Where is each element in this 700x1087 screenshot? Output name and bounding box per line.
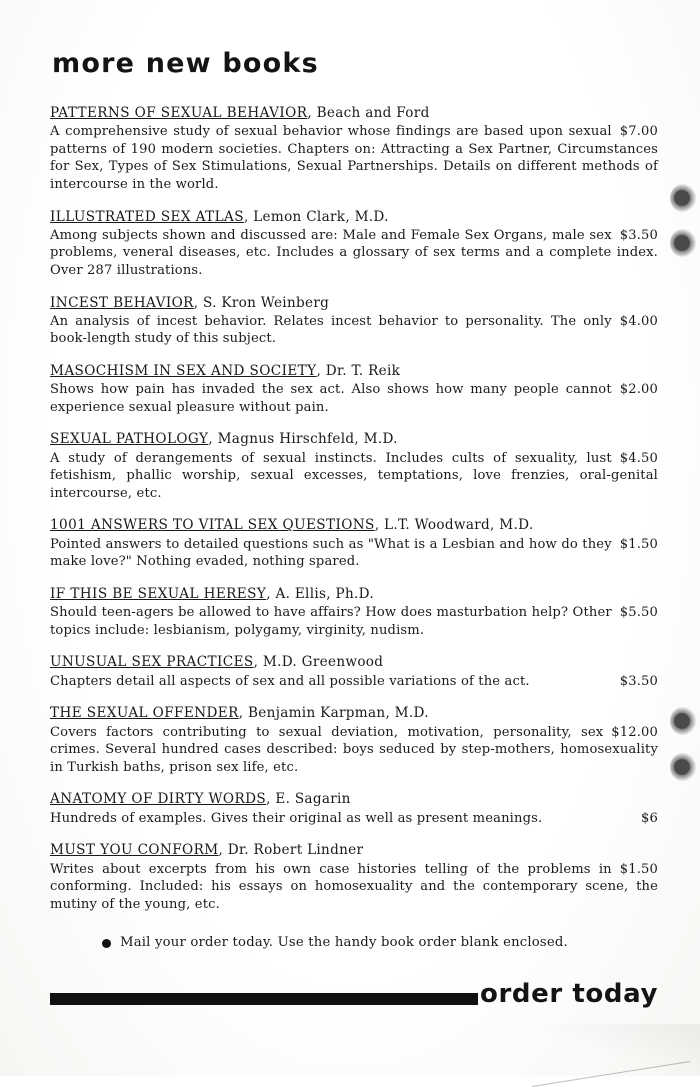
book-author: , M.D. Greenwood: [253, 654, 384, 671]
book-title: MASOCHISM IN SEX AND SOCIETY: [50, 362, 317, 379]
book-title: MUST YOU CONFORM: [50, 842, 219, 859]
page-content: [50, 48, 658, 950]
book-author: , Lemon Clark, M.D.: [243, 208, 389, 225]
book-title-line: [50, 431, 658, 448]
book-price: $6: [641, 810, 658, 826]
book-description-block: [50, 673, 658, 691]
book-description: A study of derangements of sexual instincts. Includes cults of sexuality, lust fetishism, phallic worship, sexual excesses, temptations, love frenzies, oral-genital intercourse, etc.: [50, 450, 658, 501]
book-price: $3.50: [619, 227, 658, 243]
book-title-line: [50, 705, 658, 722]
book-description: Chapters detail all aspects of sex and all possible variations of the act.: [50, 673, 530, 689]
book-entry: [50, 517, 658, 570]
book-title: THE SEXUAL OFFENDER: [50, 705, 239, 722]
book-title: INCEST BEHAVIOR: [50, 294, 194, 311]
book-price: $1.50: [619, 536, 658, 552]
book-price: $7.00: [619, 124, 658, 140]
book-title: IF THIS BE SEXUAL HERESY: [50, 585, 267, 602]
book-description-block: [50, 536, 658, 571]
book-title-line: [50, 654, 658, 671]
book-title: PATTERNS OF SEXUAL BEHAVIOR: [50, 105, 308, 121]
page-curl-shadow: [550, 1024, 700, 1076]
order-today-banner: [50, 979, 658, 1019]
book-description-block: [50, 313, 658, 348]
book-title: ILLUSTRATED SEX ATLAS: [50, 208, 244, 225]
book-entry: [50, 363, 658, 416]
book-price: $5.50: [619, 605, 658, 621]
book-author: , Magnus Hirschfeld, M.D.: [208, 431, 398, 448]
book-author: , E. Sagarin: [266, 791, 351, 808]
book-listing: [50, 105, 658, 913]
book-description-block: [50, 810, 658, 828]
book-price: $1.50: [619, 861, 658, 877]
binding-hole-icon: [670, 183, 700, 213]
book-title: UNUSUAL SEX PRACTICES: [50, 654, 254, 671]
book-title-line: [50, 842, 658, 859]
book-description: An analysis of incest behavior. Relates incest behavior to personality. The only book-length study of this subject.: [50, 313, 612, 347]
book-description: Covers factors contributing to sexual deviation, motivation, personality, sex crimes. Several hundred cases described: boys seduced by step-mothers, homosexuality in Turkish baths, prison sex life, etc.: [50, 724, 658, 775]
book-entry: [50, 586, 658, 639]
book-description: Writes about excerpts from his own case histories telling of the problems in conforming. Included: his essays on homosexuality and the contemporary scene, the mutiny of the young, etc.: [50, 861, 658, 912]
book-price: $2.00: [619, 382, 658, 398]
book-entry: [50, 105, 658, 194]
book-entry: [50, 842, 658, 913]
book-description-block: [50, 604, 658, 639]
book-author: , Dr. Robert Lindner: [218, 842, 364, 859]
book-author: , Beach and Ford: [307, 105, 430, 121]
book-description-block: [50, 861, 658, 914]
book-description: Among subjects shown and discussed are: Male and Female Sex Organs, male sex problems, veneral diseases, etc. Includes a glossary of sex terms and a complete index. Over 287 illustrations.: [50, 227, 658, 278]
order-instruction: [50, 935, 658, 950]
book-author: , Dr. T. Reik: [316, 362, 401, 379]
book-author: , A. Ellis, Ph.D.: [266, 585, 374, 602]
binding-hole-icon: [670, 706, 700, 736]
book-author: , S. Kron Weinberg: [193, 294, 330, 311]
book-description: Shows how pain has invaded the sex act. Also shows how many people cannot experience sexual pleasure without pain.: [50, 382, 612, 415]
book-title-line: [50, 791, 658, 808]
arrow-rule-icon: [50, 993, 478, 1005]
book-title: 1001 ANSWERS TO VITAL SEX QUESTIONS: [50, 517, 375, 534]
book-description-block: [50, 123, 658, 193]
book-title-line: [50, 209, 658, 226]
book-title: SEXUAL PATHOLOGY: [50, 431, 209, 448]
page-title: more new books: [52, 48, 319, 79]
book-author: , L.T. Woodward, M.D.: [374, 517, 534, 534]
book-price: $4.50: [619, 450, 658, 466]
book-entry: [50, 654, 658, 690]
book-title-line: [50, 363, 658, 380]
book-author: , Benjamin Karpman, M.D.: [238, 705, 429, 722]
book-entry: [50, 705, 658, 776]
binding-hole-icon: [670, 752, 700, 782]
book-description: A comprehensive study of sexual behavior whose findings are based upon sexual patterns of 190 modern societies. Chapters on: Attracting a Sex Partner, Circumstances for Sex, Types of Sex Stimulations, Sexual Partnerships. Details on different methods of intercourse in the world.: [50, 124, 658, 192]
book-title: ANATOMY OF DIRTY WORDS: [50, 791, 267, 808]
book-title-line: [50, 295, 658, 312]
book-entry: [50, 295, 658, 348]
order-instruction-text: Mail your order today. Use the handy book order blank enclosed.: [120, 935, 568, 951]
book-price: $4.00: [619, 313, 658, 329]
book-title-line: [50, 105, 658, 122]
book-description-block: [50, 724, 658, 777]
book-price: $3.50: [619, 673, 658, 689]
book-description: Should teen-agers be allowed to have affairs? How does masturbation help? Other topics include: lesbianism, polygamy, virginity, nudism.: [50, 605, 612, 638]
book-description: Hundreds of examples. Gives their original as well as present meanings.: [50, 810, 543, 826]
book-entry: [50, 791, 658, 827]
book-description-block: [50, 227, 658, 280]
binding-hole-icon: [670, 228, 700, 258]
book-title-line: [50, 517, 658, 534]
book-description-block: [50, 450, 658, 503]
book-title-line: [50, 586, 658, 603]
book-entry: [50, 431, 658, 502]
bullet-icon: [102, 939, 111, 948]
book-price: $12.00: [611, 724, 658, 740]
book-entry: [50, 209, 658, 280]
book-description-block: [50, 381, 658, 416]
book-description: Pointed answers to detailed questions such as "What is a Lesbian and how do they make love?" Nothing evaded, nothing spared.: [50, 536, 612, 570]
order-today-label: order today: [480, 979, 658, 1009]
